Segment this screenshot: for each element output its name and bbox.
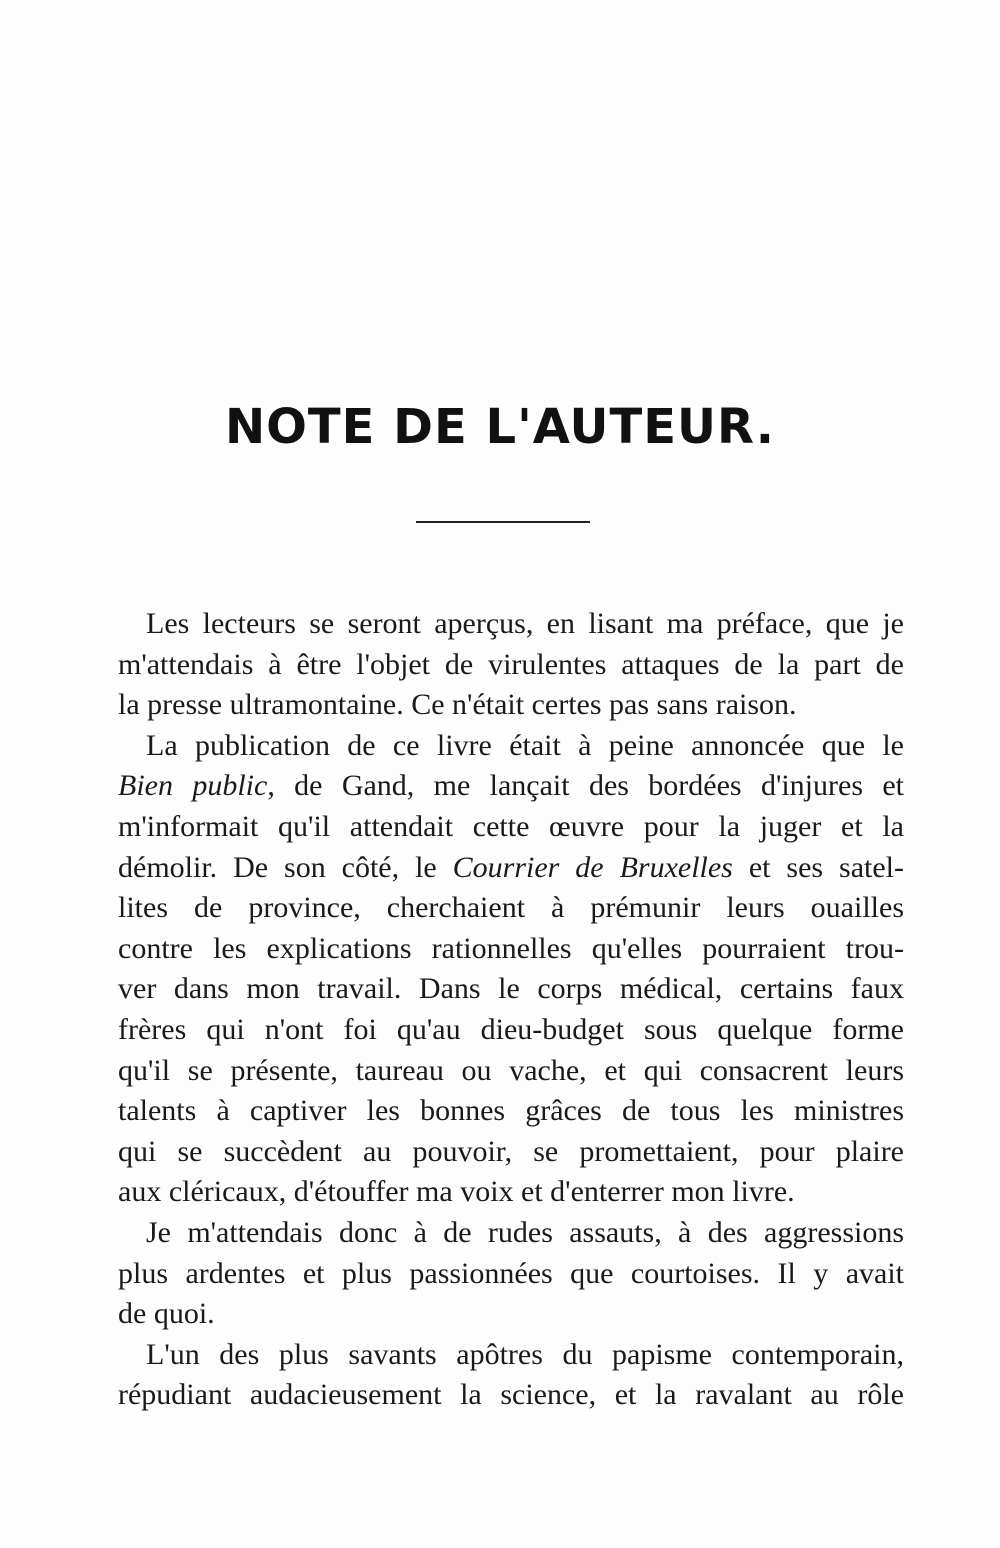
- text-segment: la presse ultramontaine. Ce n'était certes pas sans raison.: [118, 688, 797, 722]
- text-line: [118, 1132, 904, 1173]
- text-segment: m'attendais à être l'objet de virulentes attaques de la part de: [118, 647, 904, 681]
- paragraph: [118, 726, 904, 1213]
- text-line: [118, 848, 904, 889]
- text-line: [118, 1051, 904, 1092]
- paragraph: [118, 604, 904, 726]
- text-segment: L'un des plus savants apôtres du papisme contemporain,: [146, 1337, 904, 1371]
- text-segment: lites de province, cherchaient à prémunir leurs ouailles: [118, 891, 904, 925]
- italic-title: Bien public: [118, 769, 268, 803]
- text-segment: qui se succèdent au pouvoir, se promettaient, pour plaire: [118, 1134, 904, 1168]
- text-segment: démolir. De son côté, le: [118, 850, 453, 884]
- body-text: [118, 604, 904, 1416]
- text-segment: ver dans mon travail. Dans le corps médical, certains faux: [118, 972, 904, 1006]
- text-line: [118, 685, 904, 726]
- text-segment: talents à captiver les bonnes grâces de tous les ministres: [118, 1094, 904, 1128]
- text-segment: Les lecteurs se seront aperçus, en lisant ma préface, que je: [146, 607, 904, 640]
- text-segment: et ses satel-: [732, 850, 904, 884]
- text-segment: qu'il se présente, taureau ou vache, et qui consacrent leurs: [118, 1053, 904, 1087]
- text-line: [118, 1375, 904, 1416]
- text-segment: de quoi.: [118, 1297, 215, 1331]
- text-line: [118, 766, 904, 807]
- text-line: [118, 645, 904, 686]
- text-segment: La publication de ce livre était à peine annoncée que le: [146, 728, 904, 762]
- text-line: [118, 604, 904, 645]
- text-line: [118, 1172, 904, 1213]
- text-segment: , de Gand, me lançait des bordées d'injures et: [267, 769, 904, 803]
- title-divider: [416, 521, 590, 523]
- italic-title: Courrier de Bruxelles: [452, 850, 733, 884]
- text-segment: aux cléricaux, d'étouffer ma voix et d'enterrer mon livre.: [118, 1175, 795, 1209]
- text-line: [118, 807, 904, 848]
- text-line: [118, 1254, 904, 1295]
- paragraph: [118, 1213, 904, 1335]
- text-line: [118, 969, 904, 1010]
- text-line: [118, 888, 904, 929]
- text-line: [118, 1213, 904, 1254]
- text-line: [118, 1294, 904, 1335]
- text-line: [118, 1335, 904, 1376]
- text-segment: Je m'attendais donc à de rudes assauts, à des aggressions: [146, 1215, 904, 1249]
- text-line: [118, 1010, 904, 1051]
- page-title: NOTE DE L'AUTEUR.: [224, 399, 776, 455]
- text-segment: répudiant audacieusement la science, et la ravalant au rôle: [118, 1378, 904, 1412]
- text-line: [118, 1091, 904, 1132]
- text-segment: contre les explications rationnelles qu'elles pourraient trou-: [118, 931, 904, 965]
- text-segment: plus ardentes et plus passionnées que courtoises. Il y avait: [118, 1256, 904, 1290]
- text-line: [118, 726, 904, 767]
- paragraph: [118, 1335, 904, 1416]
- text-segment: frères qui n'ont foi qu'au dieu-budget sous quelque forme: [118, 1012, 904, 1046]
- text-line: [118, 929, 904, 970]
- text-segment: m'informait qu'il attendait cette œuvre pour la juger et la: [118, 809, 904, 843]
